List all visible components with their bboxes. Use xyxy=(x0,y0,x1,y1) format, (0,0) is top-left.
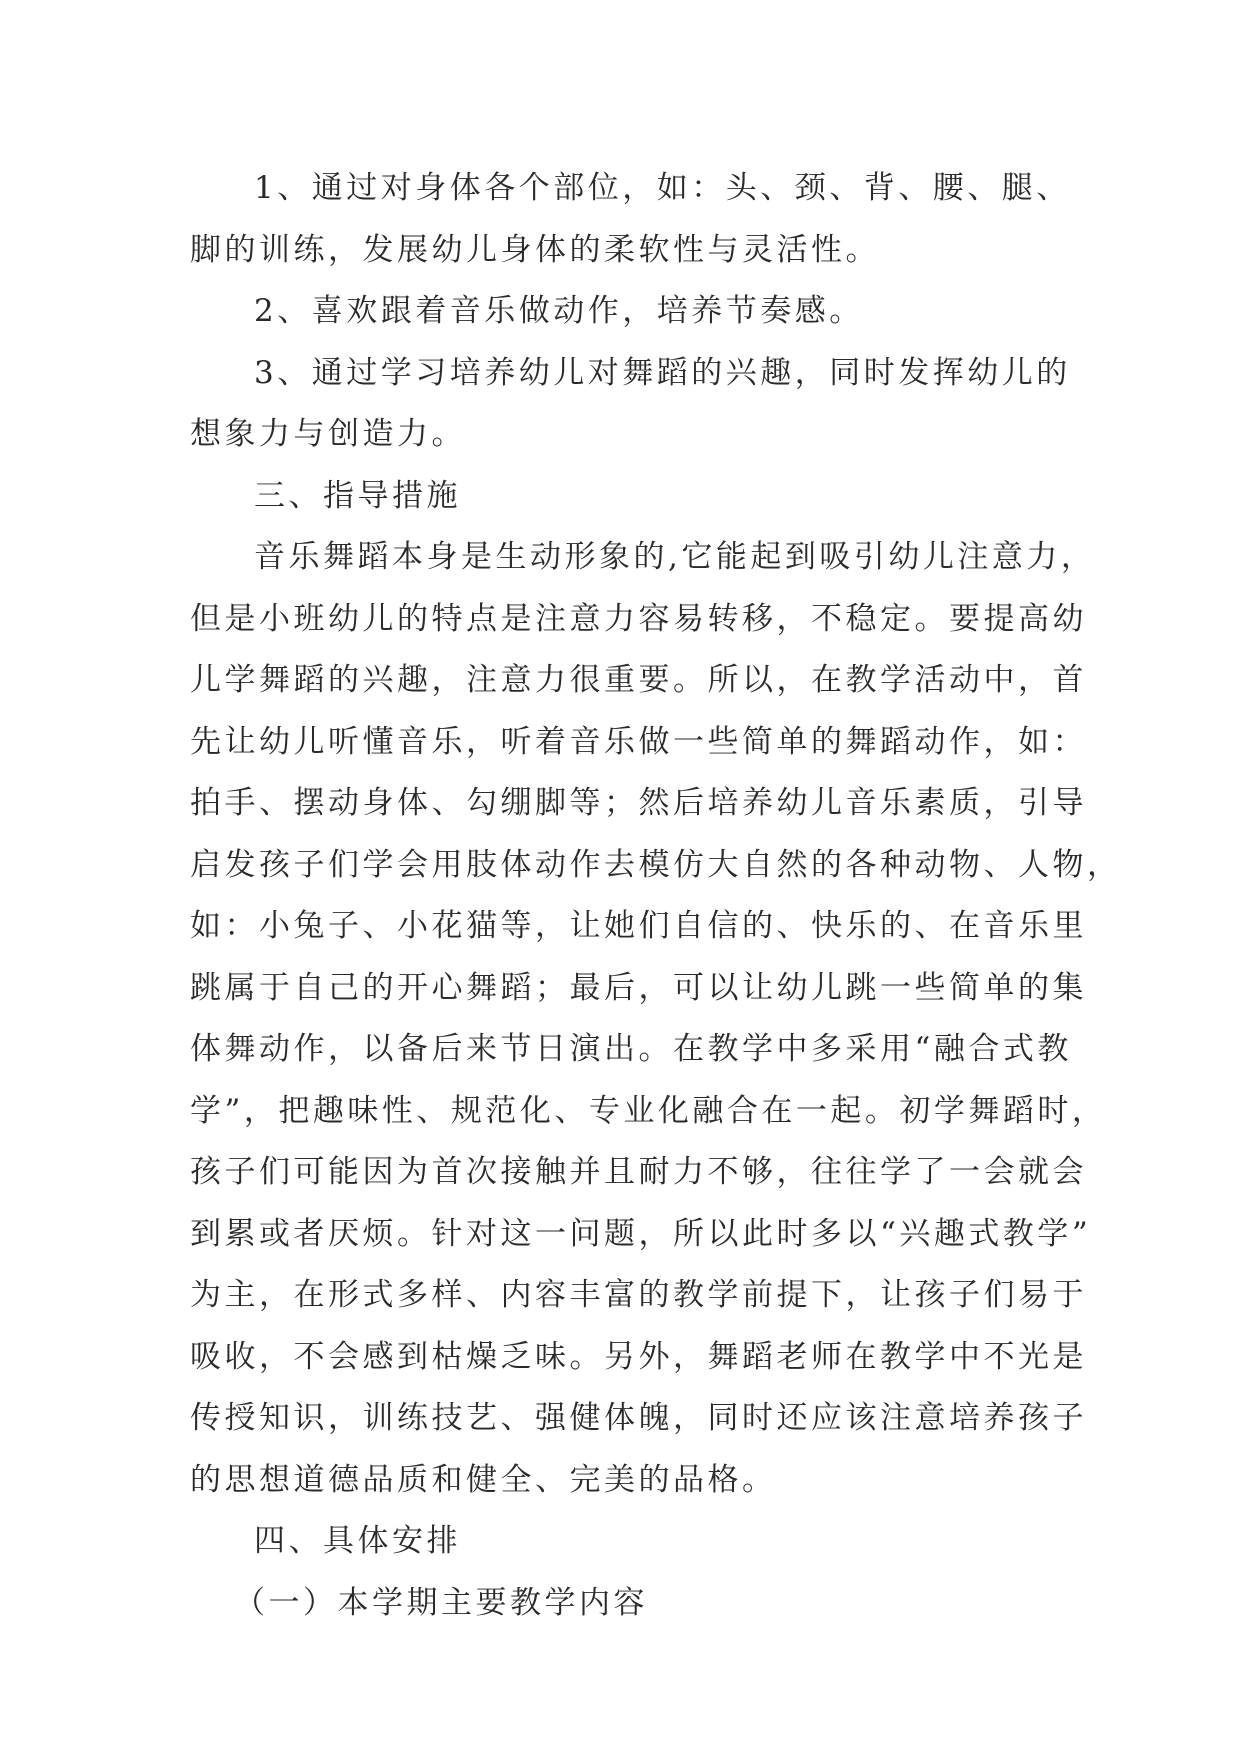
list-item-1-line-1: 1、通过对身体各个部位，如：头、颈、背、腰、腿、 xyxy=(254,170,1071,206)
section-heading-guidance: 三、指导措施 xyxy=(254,477,461,514)
subsection-heading-content: （一）本学期主要教学内容 xyxy=(234,1584,648,1621)
paragraph-line: 吸收，不会感到枯燥乏味。另外，舞蹈老师在教学中不光是 xyxy=(190,1338,1087,1375)
section-heading-arrangement: 四、具体安排 xyxy=(254,1523,461,1559)
paragraph-line: 如：小兔子、小花猫等，让她们自信的、快乐的、在音乐里 xyxy=(190,908,1087,944)
paragraph-line: 但是小班幼儿的特点是注意力容易转移，不稳定。要提高幼 xyxy=(190,600,1087,637)
paragraph-line: 拍手、摆动身体、勾绷脚等；然后培养幼儿音乐素质，引导 xyxy=(190,785,1087,821)
paragraph-line: 跳属于自己的开心舞蹈；最后，可以让幼儿跳一些简单的集 xyxy=(190,969,1087,1006)
paragraph-line: 启发孩子们学会用肢体动作去模仿大自然的各种动物、人物， xyxy=(190,846,1122,883)
list-item-3-line-1: 3、通过学习培养幼儿对舞蹈的兴趣，同时发挥幼儿的 xyxy=(254,354,1071,391)
paragraph-line: 到累或者厌烦。针对这一问题，所以此时多以“兴趣式教学” xyxy=(190,1215,1092,1252)
paragraph-line: 儿学舞蹈的兴趣，注意力很重要。所以，在教学活动中，首 xyxy=(190,662,1087,698)
document-body xyxy=(190,158,1122,1634)
paragraph-line: 先让幼儿听懂音乐，听着音乐做一些简单的舞蹈动作，如： xyxy=(190,723,1087,760)
paragraph-line: 的思想道德品质和健全、完美的品格。 xyxy=(190,1461,777,1498)
list-item-2: 2、喜欢跟着音乐做动作，培养节奏感。 xyxy=(254,293,864,329)
paragraph-line: 孩子们可能因为首次接触并且耐力不够，往往学了一会就会 xyxy=(190,1154,1087,1190)
paragraph-line: 音乐舞蹈本身是生动形象的,它能起到吸引幼儿注意力， xyxy=(254,539,1096,575)
list-item-1-line-2: 脚的训练，发展幼儿身体的柔软性与灵活性。 xyxy=(190,231,880,268)
paragraph-line: 为主，在形式多样、内容丰富的教学前提下，让孩子们易于 xyxy=(190,1277,1087,1313)
paragraph-line: 学”，把趣味性、规范化、专业化融合在一起。初学舞蹈时， xyxy=(190,1092,1107,1129)
list-item-3-line-2: 想象力与创造力。 xyxy=(190,416,466,452)
paragraph-line: 体舞动作，以备后来节日演出。在教学中多采用“融合式教 xyxy=(190,1031,1072,1067)
paragraph-line: 传授知识，训练技艺、强健体魄，同时还应该注意培养孩子 xyxy=(190,1400,1087,1436)
